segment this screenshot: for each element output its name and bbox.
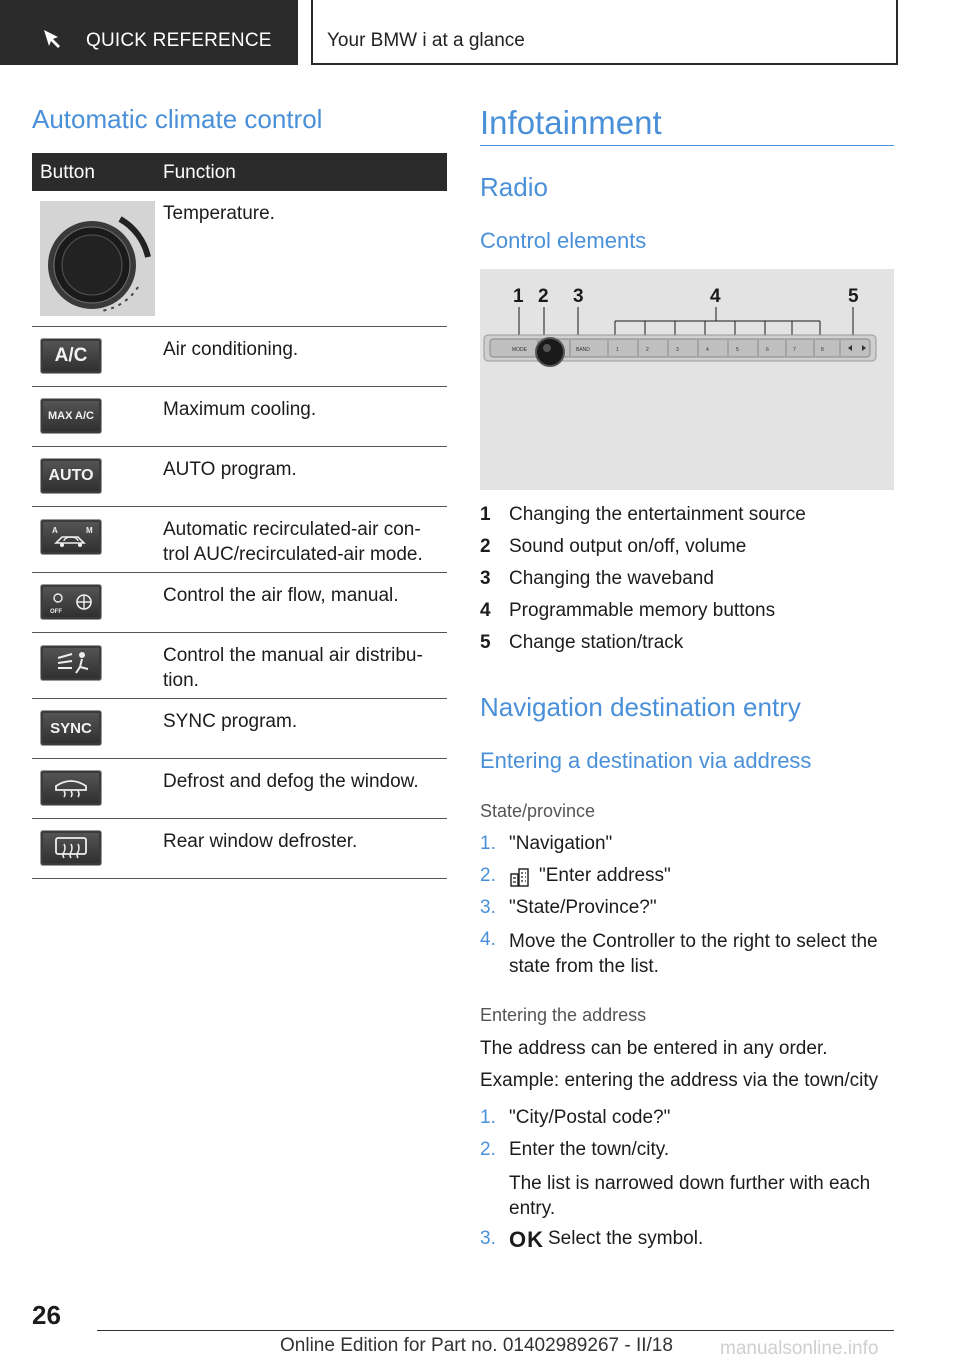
col-button: Button <box>40 162 95 183</box>
address-label: Entering the address <box>480 1005 647 1025</box>
address-paragraph-2: Example: entering the address via the town/city <box>480 1070 879 1091</box>
table-row <box>32 387 447 447</box>
function-text: Control the manual air distribu- tion. <box>163 645 423 691</box>
climate-title: Automatic climate control <box>32 104 323 134</box>
sync-button-icon: SYNC <box>40 710 102 746</box>
col-function: Function <box>163 162 236 183</box>
list-item: 5 Change station/track <box>480 632 684 653</box>
control-elements-heading: Control elements <box>480 228 647 253</box>
panel-mode-label: MODE <box>512 347 527 353</box>
list-item: 3. "State/Province?" <box>480 897 657 918</box>
table-row <box>32 573 447 633</box>
infotainment-title: Infotainment <box>480 104 662 141</box>
svg-text:8: 8 <box>821 347 824 353</box>
air-flow-button-icon <box>40 584 102 620</box>
temperature-knob-icon <box>40 201 155 316</box>
svg-text:3: 3 <box>676 347 679 353</box>
auto-button-icon: AUTO <box>40 458 102 494</box>
list-item: 1 Changing the entertainment source <box>480 504 806 525</box>
svg-text:OFF: OFF <box>50 609 62 615</box>
function-text: Control the air flow, manual. <box>163 585 399 606</box>
table-row <box>32 633 447 699</box>
svg-text:6: 6 <box>766 347 769 353</box>
radio-heading: Radio <box>480 172 548 202</box>
function-text: SYNC program. <box>163 711 298 732</box>
max-ac-button-icon: MAX A/C <box>40 398 102 434</box>
rear-defrost-button-icon <box>40 830 102 866</box>
callout-4: 4 <box>710 286 721 307</box>
list-item: 3 Changing the waveband <box>480 568 714 589</box>
list-item: 2 Sound output on/off, volume <box>480 536 747 557</box>
callout-5: 5 <box>848 286 859 307</box>
page-number: 26 <box>32 1300 61 1330</box>
ac-button-icon: A/C <box>40 338 102 374</box>
arrow-icon <box>42 28 64 50</box>
callout-3: 3 <box>573 286 584 307</box>
function-text: Defrost and defog the window. <box>163 771 419 792</box>
ok-icon: OK <box>509 1227 544 1252</box>
list-item-note: The list is narrowed down further with each entry. <box>509 1173 871 1219</box>
function-text: Rear window defroster. <box>163 831 358 852</box>
svg-text:1: 1 <box>616 347 619 353</box>
function-text: Temperature. <box>163 203 275 224</box>
svg-text:A: A <box>52 526 58 535</box>
nav-subheading: Entering a destination via address <box>480 748 812 773</box>
svg-text:M: M <box>86 526 93 535</box>
state-label: State/province <box>480 801 596 821</box>
function-text: Automatic recirculated-air con- trol AUC/recirculated-air mode. <box>163 519 423 565</box>
function-text: AUTO program. <box>163 459 297 480</box>
list-item: 4 Programmable memory buttons <box>480 600 776 621</box>
list-item: 2. "Enter address" <box>480 865 894 891</box>
header-chapter <box>311 0 898 65</box>
chapter-title: Your BMW i at a glance <box>327 30 525 51</box>
callout-2: 2 <box>538 286 549 307</box>
footer-rule <box>97 1330 894 1331</box>
table-header <box>32 153 447 191</box>
edition-text: Online Edition for Part no. 01402989267 - II/18 <box>280 1335 673 1356</box>
list-item: 1. "Navigation" <box>480 833 613 854</box>
svg-text:7: 7 <box>793 347 796 353</box>
panel-band-label: BAND <box>576 347 590 353</box>
table-row <box>32 507 447 573</box>
table-row <box>32 191 447 327</box>
table-row <box>32 819 447 879</box>
defrost-button-icon <box>40 770 102 806</box>
address-icon <box>509 866 531 894</box>
list-item: 1. "City/Postal code?" <box>480 1107 671 1128</box>
section-tab-label: QUICK REFERENCE <box>86 30 272 51</box>
header-section-tab[interactable] <box>0 0 298 65</box>
table-row <box>32 447 447 507</box>
table-row <box>32 699 447 759</box>
radio-panel-figure <box>480 269 894 490</box>
list-item: 3. OK Select the symbol. <box>480 1227 704 1252</box>
svg-text:2: 2 <box>646 347 649 353</box>
svg-text:5: 5 <box>736 347 739 353</box>
title-rule <box>480 145 894 146</box>
svg-text:4: 4 <box>706 347 709 353</box>
list-item: 2. Enter the town/city. <box>480 1139 670 1160</box>
watermark: manualsonline.info <box>720 1338 879 1359</box>
climate-table <box>32 153 447 879</box>
address-paragraph-1: The address can be entered in any order. <box>480 1038 828 1059</box>
recirculation-button-icon <box>40 519 102 555</box>
table-row <box>32 759 447 819</box>
function-text: Maximum cooling. <box>163 399 317 420</box>
table-row <box>32 327 447 387</box>
function-text: Air conditioning. <box>163 339 299 360</box>
list-item: 4. Move the Controller to the right to select the state from the list. <box>480 929 878 977</box>
air-distribution-button-icon <box>40 645 102 681</box>
callout-1: 1 <box>513 286 524 307</box>
nav-heading: Navigation destination entry <box>480 692 801 722</box>
